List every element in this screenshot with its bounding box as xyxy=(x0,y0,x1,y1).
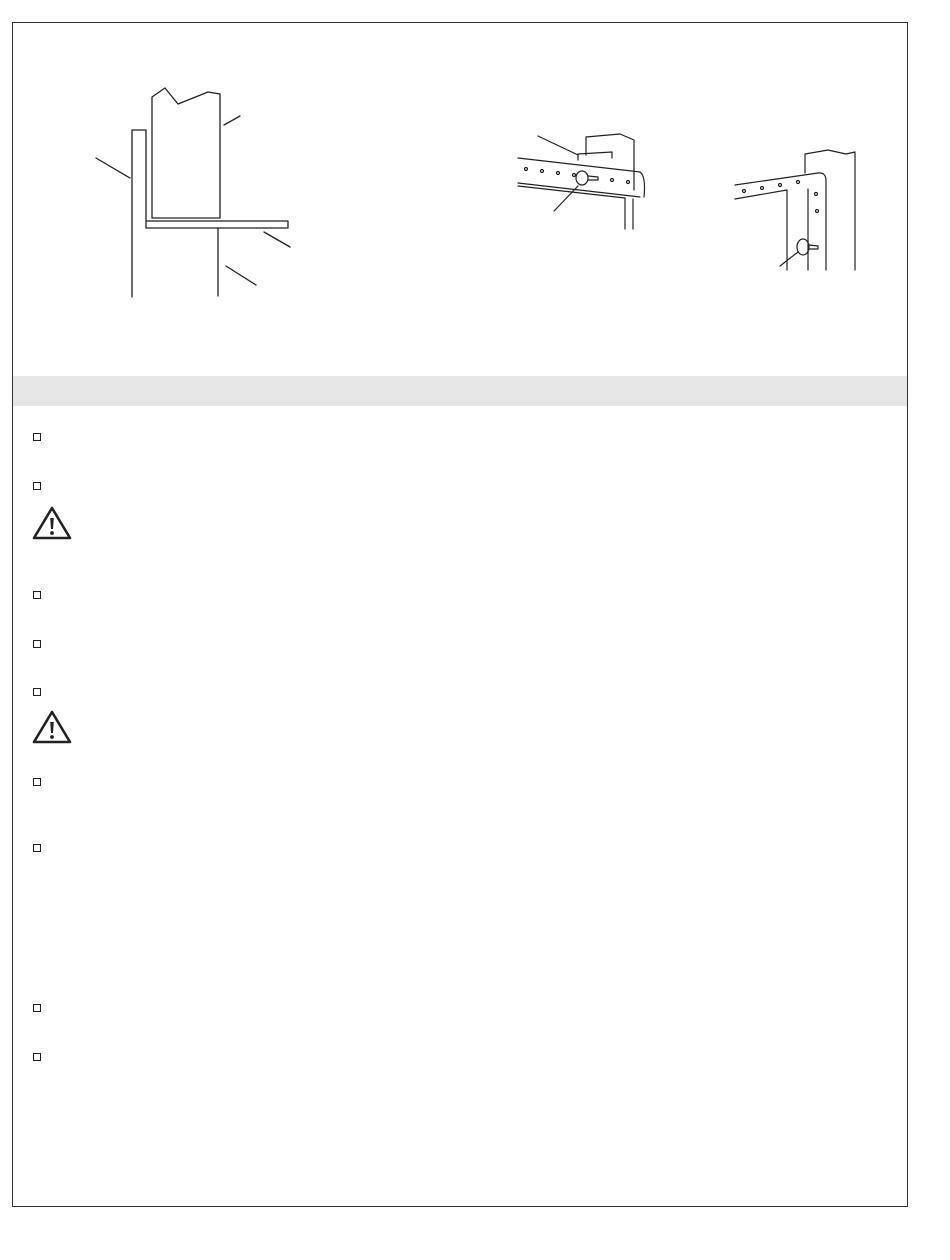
list-item xyxy=(33,478,893,502)
leader-line xyxy=(264,232,290,247)
checkbox-icon[interactable] xyxy=(33,433,41,441)
warning-triangle-icon xyxy=(31,709,73,745)
leader-line xyxy=(780,252,798,266)
rail-top xyxy=(518,158,640,172)
rail-bottom xyxy=(735,190,787,270)
checkbox-icon[interactable] xyxy=(33,640,41,648)
checkbox-icon[interactable] xyxy=(33,482,41,490)
leader-line xyxy=(96,158,130,178)
rail-hole xyxy=(815,193,818,196)
wall-plate-outline xyxy=(132,130,218,297)
wall-bracket-figure xyxy=(96,88,290,297)
rail-hole xyxy=(541,170,544,173)
list-item xyxy=(33,587,893,611)
rail-hole xyxy=(525,168,528,171)
list-item xyxy=(33,429,893,453)
leader-line xyxy=(554,186,578,211)
rail-bracket-figure xyxy=(518,134,645,229)
rail-bottom xyxy=(518,183,640,197)
rail-hole xyxy=(557,172,560,175)
checkbox-icon[interactable] xyxy=(33,1053,41,1061)
list-item xyxy=(33,1049,893,1073)
rail-hole xyxy=(627,181,630,184)
rail-hole xyxy=(816,210,819,213)
corner-bracket-figure xyxy=(735,150,855,270)
rail-hole xyxy=(779,184,782,187)
rail-top xyxy=(735,173,826,270)
leader-line xyxy=(226,266,256,285)
list-item xyxy=(33,774,893,798)
knob xyxy=(797,239,809,255)
checkbox-icon[interactable] xyxy=(33,778,41,786)
leader-line xyxy=(224,116,240,125)
rail-hole xyxy=(761,187,764,190)
checkbox-icon[interactable] xyxy=(33,1004,41,1012)
checkbox-icon[interactable] xyxy=(33,591,41,599)
rail-hole xyxy=(611,179,614,182)
shelf-arm xyxy=(146,221,288,228)
post-outline xyxy=(805,150,855,270)
leader-line xyxy=(538,136,578,155)
knob-stem xyxy=(588,176,598,180)
checkbox-icon[interactable] xyxy=(33,688,41,696)
rail-hole xyxy=(743,190,746,193)
knob xyxy=(576,171,588,185)
knob-stem xyxy=(809,245,818,249)
list-item xyxy=(33,684,893,708)
list-item xyxy=(33,636,893,660)
checkbox-icon[interactable] xyxy=(33,844,41,852)
list-item xyxy=(33,1000,893,1024)
rail-end xyxy=(640,172,645,197)
panel-outline xyxy=(152,88,220,218)
warning-triangle-icon xyxy=(31,505,73,541)
list-item xyxy=(33,840,893,864)
post-tab xyxy=(578,152,612,160)
rail-hole xyxy=(573,174,576,177)
section-header-band xyxy=(13,376,907,406)
rail-hole xyxy=(797,181,800,184)
